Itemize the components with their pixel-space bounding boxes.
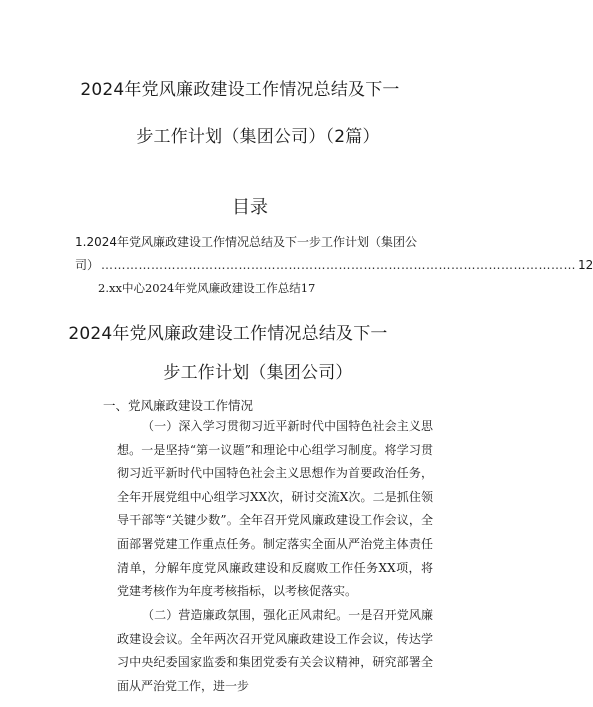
document-title-line-2: 步工作计划（集团公司）（2篇） [136,127,380,147]
section-heading: 一、党风廉政建设工作情况 [103,398,254,413]
body-paragraph-1: （一）深入学习贯彻习近平新时代中国特色社会主义思想。一是坚持“第一议题”和理论中心组学习制度。将学习贯彻习近平新时代中国特色社会主义思想作为首要政治任务，全年开展党组中心组学习XX次，研讨交流X次。二是抓住领导干部等“关键少数”。全年召开党风廉政建设工作会议，全面部署党建工作重点任务。制定落实全面从严治党主体责任清单，分解年度党风廉政建设和反腐败工作任务XX项，将党建考核作为年度考核指标，以考核促落实。 [117,419,433,599]
toc-heading: 目录 [232,197,268,218]
article-title-line-1: 2024年党风廉政建设工作情况总结及下一 [68,324,388,344]
toc-entry-1-continuation[interactable] [75,256,593,273]
toc-entry-1-page: 12 [578,258,593,272]
document-title-line-1: 2024年党风廉政建设工作情况总结及下一 [80,80,400,100]
toc-entry-2[interactable]: 2.xx中心2024年党风廉政建设工作总结17 [98,281,316,295]
article-title-line-2: 步工作计划（集团公司） [163,363,353,383]
toc-entry-1-title: 1.2024年党风廉政建设工作情况总结及下一步工作计划（集团公 [75,235,417,249]
toc-entry-1[interactable] [75,233,435,250]
body-paragraph-2: （二）营造廉政氛围，强化正风肃纪。一是召开党风廉政建设会议。全年两次召开党风廉政建设工作会议，传达学习中央纪委国家监委和集团党委有关会议精神，研究部署全面从严治党工作，进一步 [117,608,433,693]
toc-leader-dots: …………………………………………………………………………………………………… [101,258,577,272]
toc-entry-1-title-cont: 司） [75,258,100,272]
